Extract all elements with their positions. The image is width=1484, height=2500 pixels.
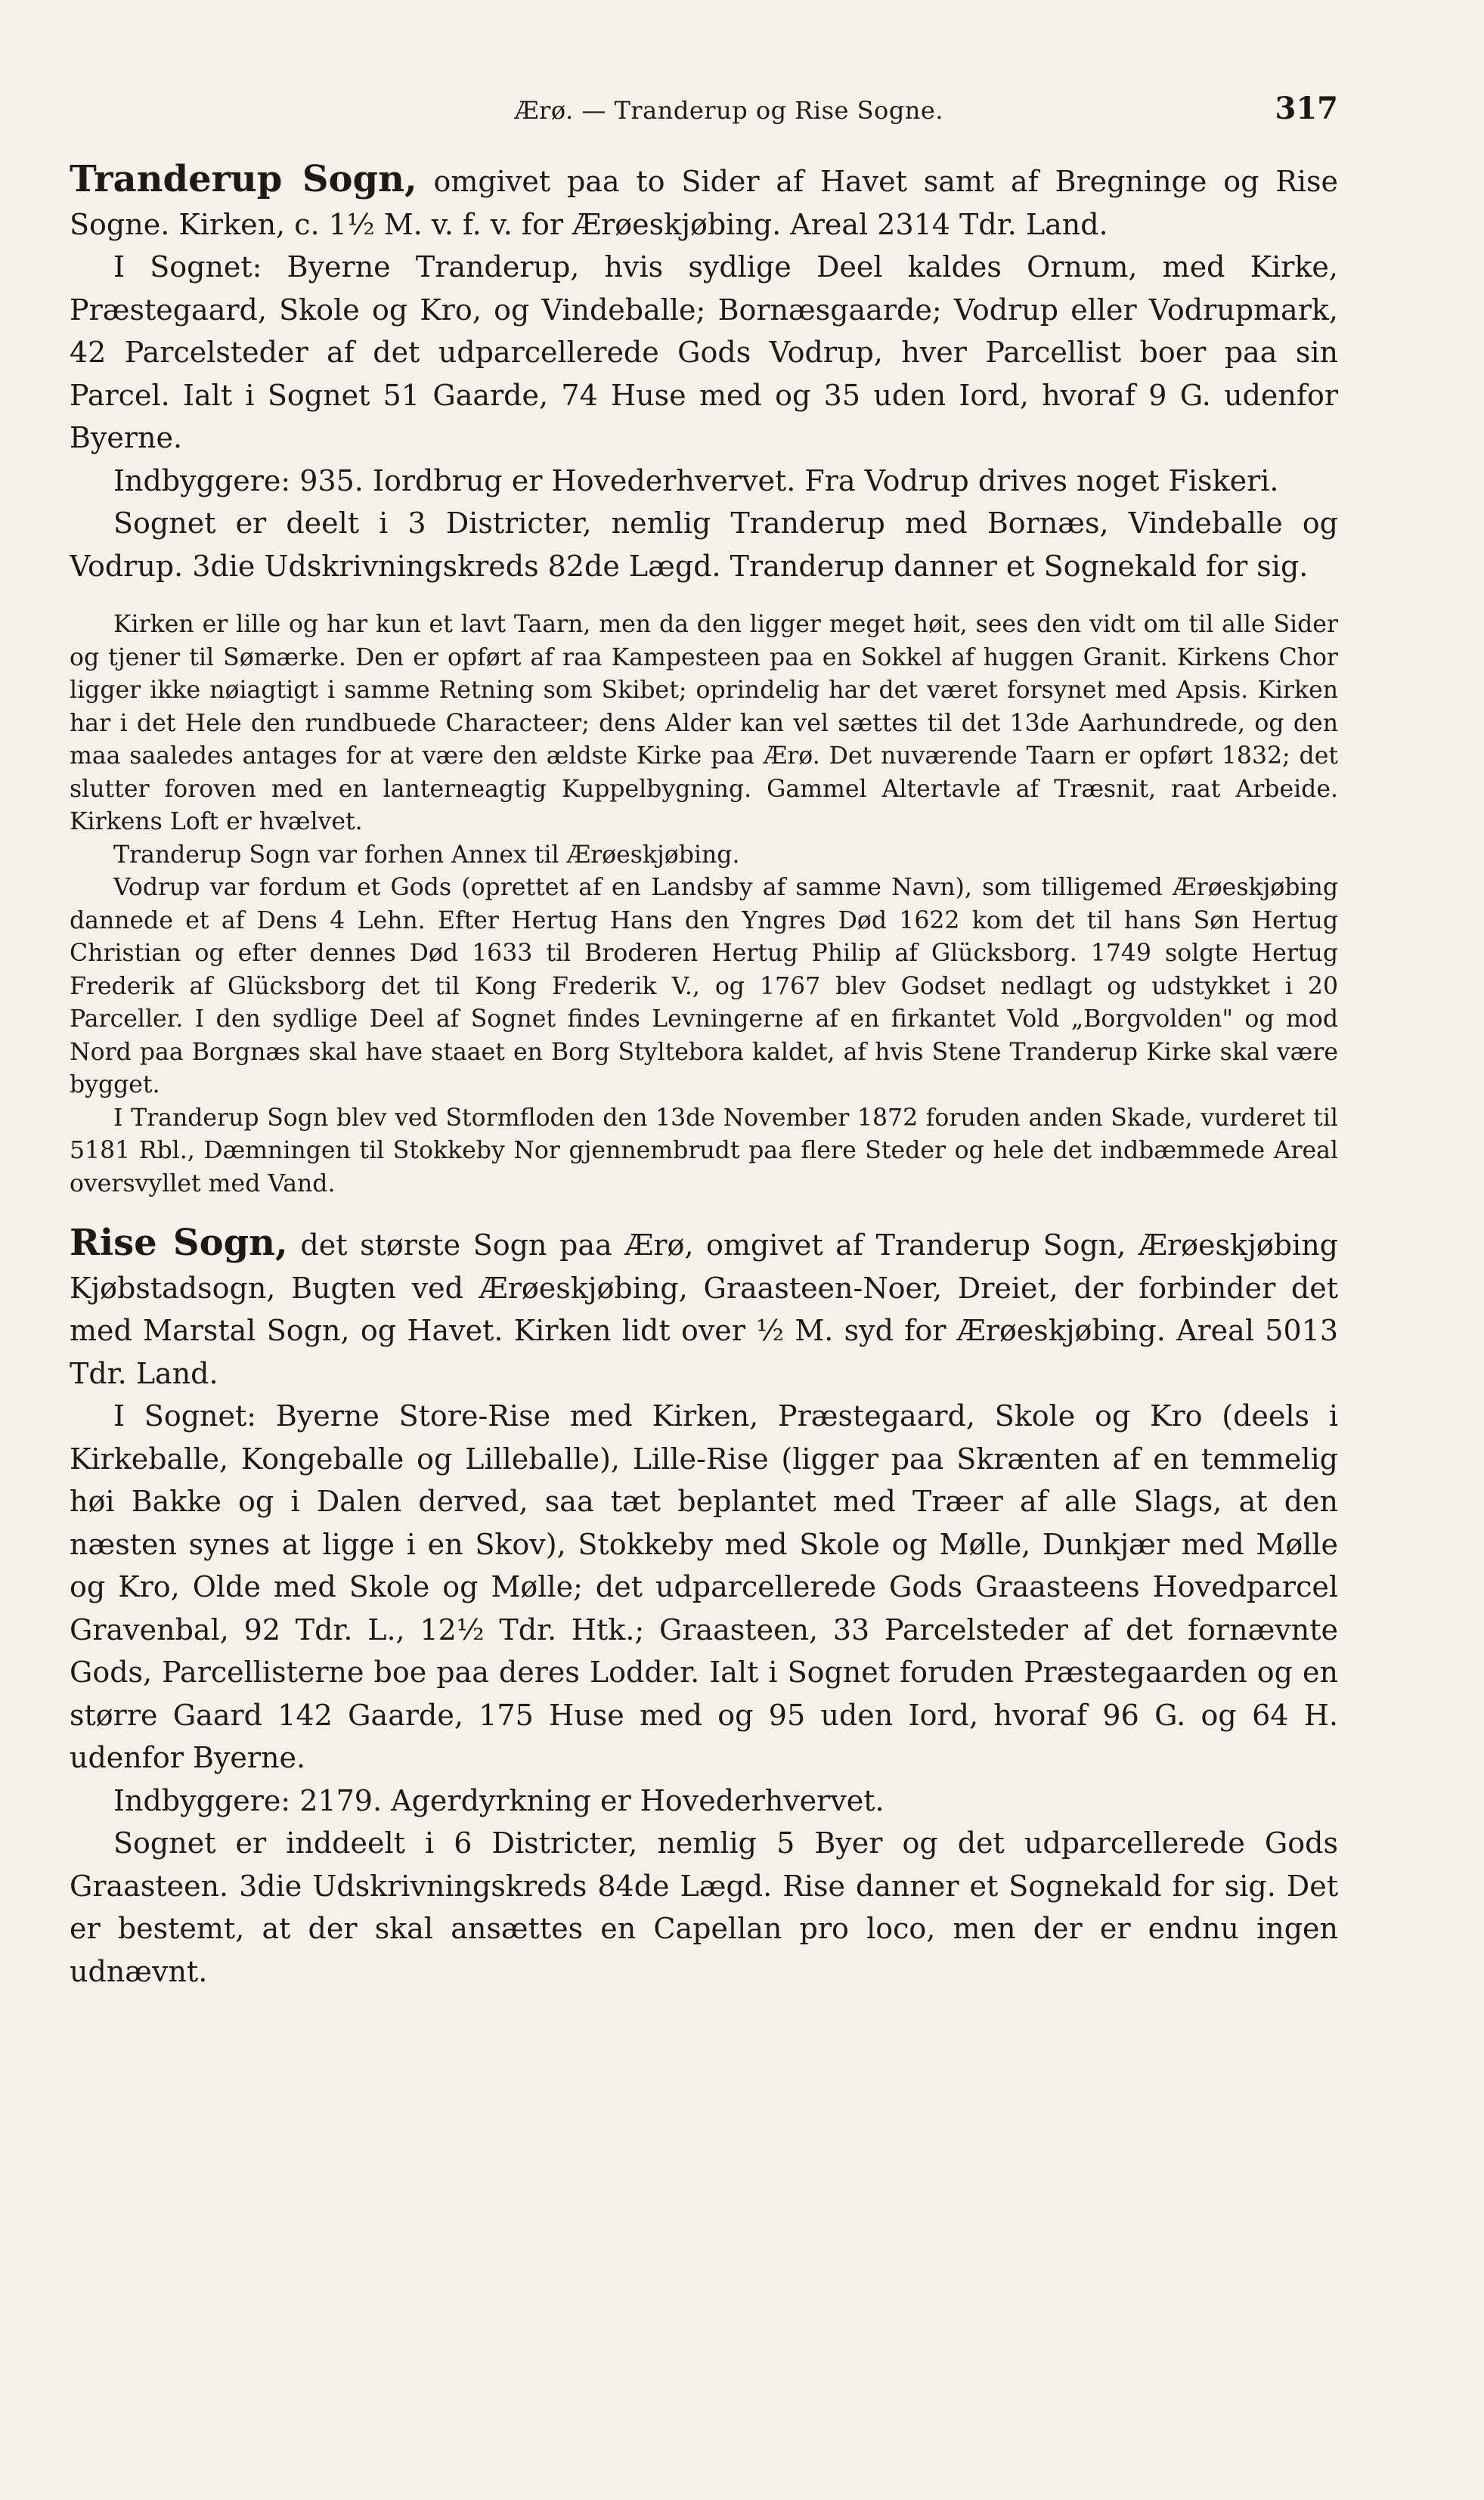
rise-intro-text: det største Sogn paa Ærø, omgivet af Tranderup Sogn, Ærøeskjøbing Kjøbstadsogn, Bugten ved Ærøeskjøbing, Graasteen-Noer, Dreiet, der forbinder det med Marstal Sogn, og Havet. Kirken lidt over ½ M. syd for Ærøeskjøbing. Areal 5013 Tdr. Land.	[70, 1228, 1338, 1390]
rise-districts: Sognet er inddeelt i 6 Districter, nemlig 5 Byer og det udparcellerede Gods Graasteen. 3die Udskrivningskreds 84de Lægd. Rise danner et Sognekald for sig. Det er bestemt, at der skal ansættes en Capellan pro loco, men der er endnu ingen udnævnt.	[70, 1826, 1338, 1988]
tranderup-intro	[70, 158, 1338, 246]
note-stormflood: I Tranderup Sogn blev ved Stormfloden den 13de November 1872 foruden anden Skade, vurderet til 5181 Rbl., Dæmningen til Stokkeby Nor gjennembrudt paa flere Steder og hele det indbæmmede Areal oversvyllet med Vand.	[70, 1104, 1338, 1197]
rise-population: Indbyggere: 2179. Agerdyrkning er Hovederhvervet.	[113, 1783, 885, 1817]
rise-heading: Rise Sogn,	[70, 1222, 288, 1264]
tranderup-intro-text: omgivet paa to Sider af Havet samt af Bregninge og Rise Sogne. Kirken, c. 1½ M. v. f. v. for Ærøeskjøbing. Areal 2314 Tdr. Land.	[70, 165, 1338, 241]
tranderup-section	[70, 158, 1338, 587]
rise-places: I Sognet: Byerne Store-Rise med Kirken, Præstegaard, Skole og Kro (deels i Kirkeballe, Kongeballe og Lilleballe), Lille-Rise (ligger paa Skrænten af en temmelig høi Bakke og i Dalen derved, saa tæt beplantet med Træer af alle Slags, at den næsten synes at ligge i en Skov), Stokkeby med Skole og Mølle, Dunkjær med Mølle og Kro, Olde med Skole og Mølle; det udparcellerede Gods Graasteens Hovedparcel Gravenbal, 92 Tdr. L., 12½ Tdr. Htk.; Graasteen, 33 Parcelsteder af det fornævnte Gods, Parcellisterne boe paa deres Lodder. Ialt i Sognet foruden Præstegaarden og en større Gaard 142 Gaarde, 175 Huse med og 95 uden Iord, hvoraf 96 G. og 64 H. udenfor Byerne.	[70, 1399, 1338, 1774]
note-annex: Tranderup Sogn var forhen Annex til Ærøeskjøbing.	[113, 841, 740, 869]
tranderup-population: Indbyggere: 935. Iordbrug er Hovederhvervet. Fra Vodrup drives noget Fiskeri.	[113, 463, 1279, 497]
note-vodrup: Vodrup var fordum et Gods (oprettet af en Landsby af samme Navn), som tilligemed Ærøeskjøbing dannede et af Dens 4 Lehn. Efter Hertug Hans den Yngres Død 1622 kom det til hans Søn Hertug Christian og efter dennes Død 1633 til Broderen Hertug Philip af Glücksborg. 1749 solgte Hertug Frederik af Glücksborg det til Kong Frederik V., og 1767 blev Godset nedlagt og udstykket i 20 Parceller. I den sydlige Deel af Sognet findes Levningerne af en firkantet Vold „Borgvolden" og mod Nord paa Borgnæs skal have staaet en Borg Styltebora kaldet, af hvis Stene Tranderup Kirke skal være bygget.	[70, 874, 1338, 1098]
book-page	[70, 91, 1338, 2449]
tranderup-places: I Sognet: Byerne Tranderup, hvis sydlige Deel kaldes Ornum, med Kirke, Præstegaard, Skole og Kro, og Vindeballe; Bornæsgaarde; Vodrup eller Vodrupmark, 42 Parcelsteder af det udparcellerede Gods Vodrup, hver Parcellist boer paa sin Parcel. Ialt i Sognet 51 Gaarde, 74 Huse med og 35 uden Iord, hvoraf 9 G. udenfor Byerne.	[70, 250, 1338, 454]
tranderup-notes	[70, 609, 1338, 1200]
tranderup-districts: Sognet er deelt i 3 Districter, nemlig Tranderup med Bornæs, Vindeballe og Vodrup. 3die Udskrivningskreds 82de Lægd. Tranderup danner et Sognekald for sig.	[70, 507, 1338, 583]
rise-section	[70, 1222, 1338, 1993]
note-church: Kirken er lille og har kun et lavt Taarn, men da den ligger meget høit, sees den vidt om til alle Sider og tjener til Sømærke. Den er opført af raa Kampesteen paa en Sokkel af huggen Granit. Kirkens Chor ligger ikke nøiagtigt i samme Retning som Skibet; oprindelig har det været forsynet med Apsis. Kirken har i det Hele den rundbuede Characteer; dens Alder kan vel sættes til det 13de Aarhundrede, og den maa saaledes antages for at være den ældste Kirke paa Ærø. Det nuværende Taarn er opført 1832; det slutter foroven med en lanterneagtig Kuppelbygning. Gammel Altertavle af Træsnit, raat Arbeide. Kirkens Loft er hvælvet.	[70, 611, 1338, 835]
page-number: 317	[1275, 91, 1338, 126]
tranderup-heading: Tranderup Sogn,	[70, 158, 417, 200]
rise-intro	[70, 1222, 1338, 1395]
page-header	[70, 91, 1338, 126]
running-title: Ærø. — Tranderup og Rise Sogne.	[514, 96, 944, 125]
